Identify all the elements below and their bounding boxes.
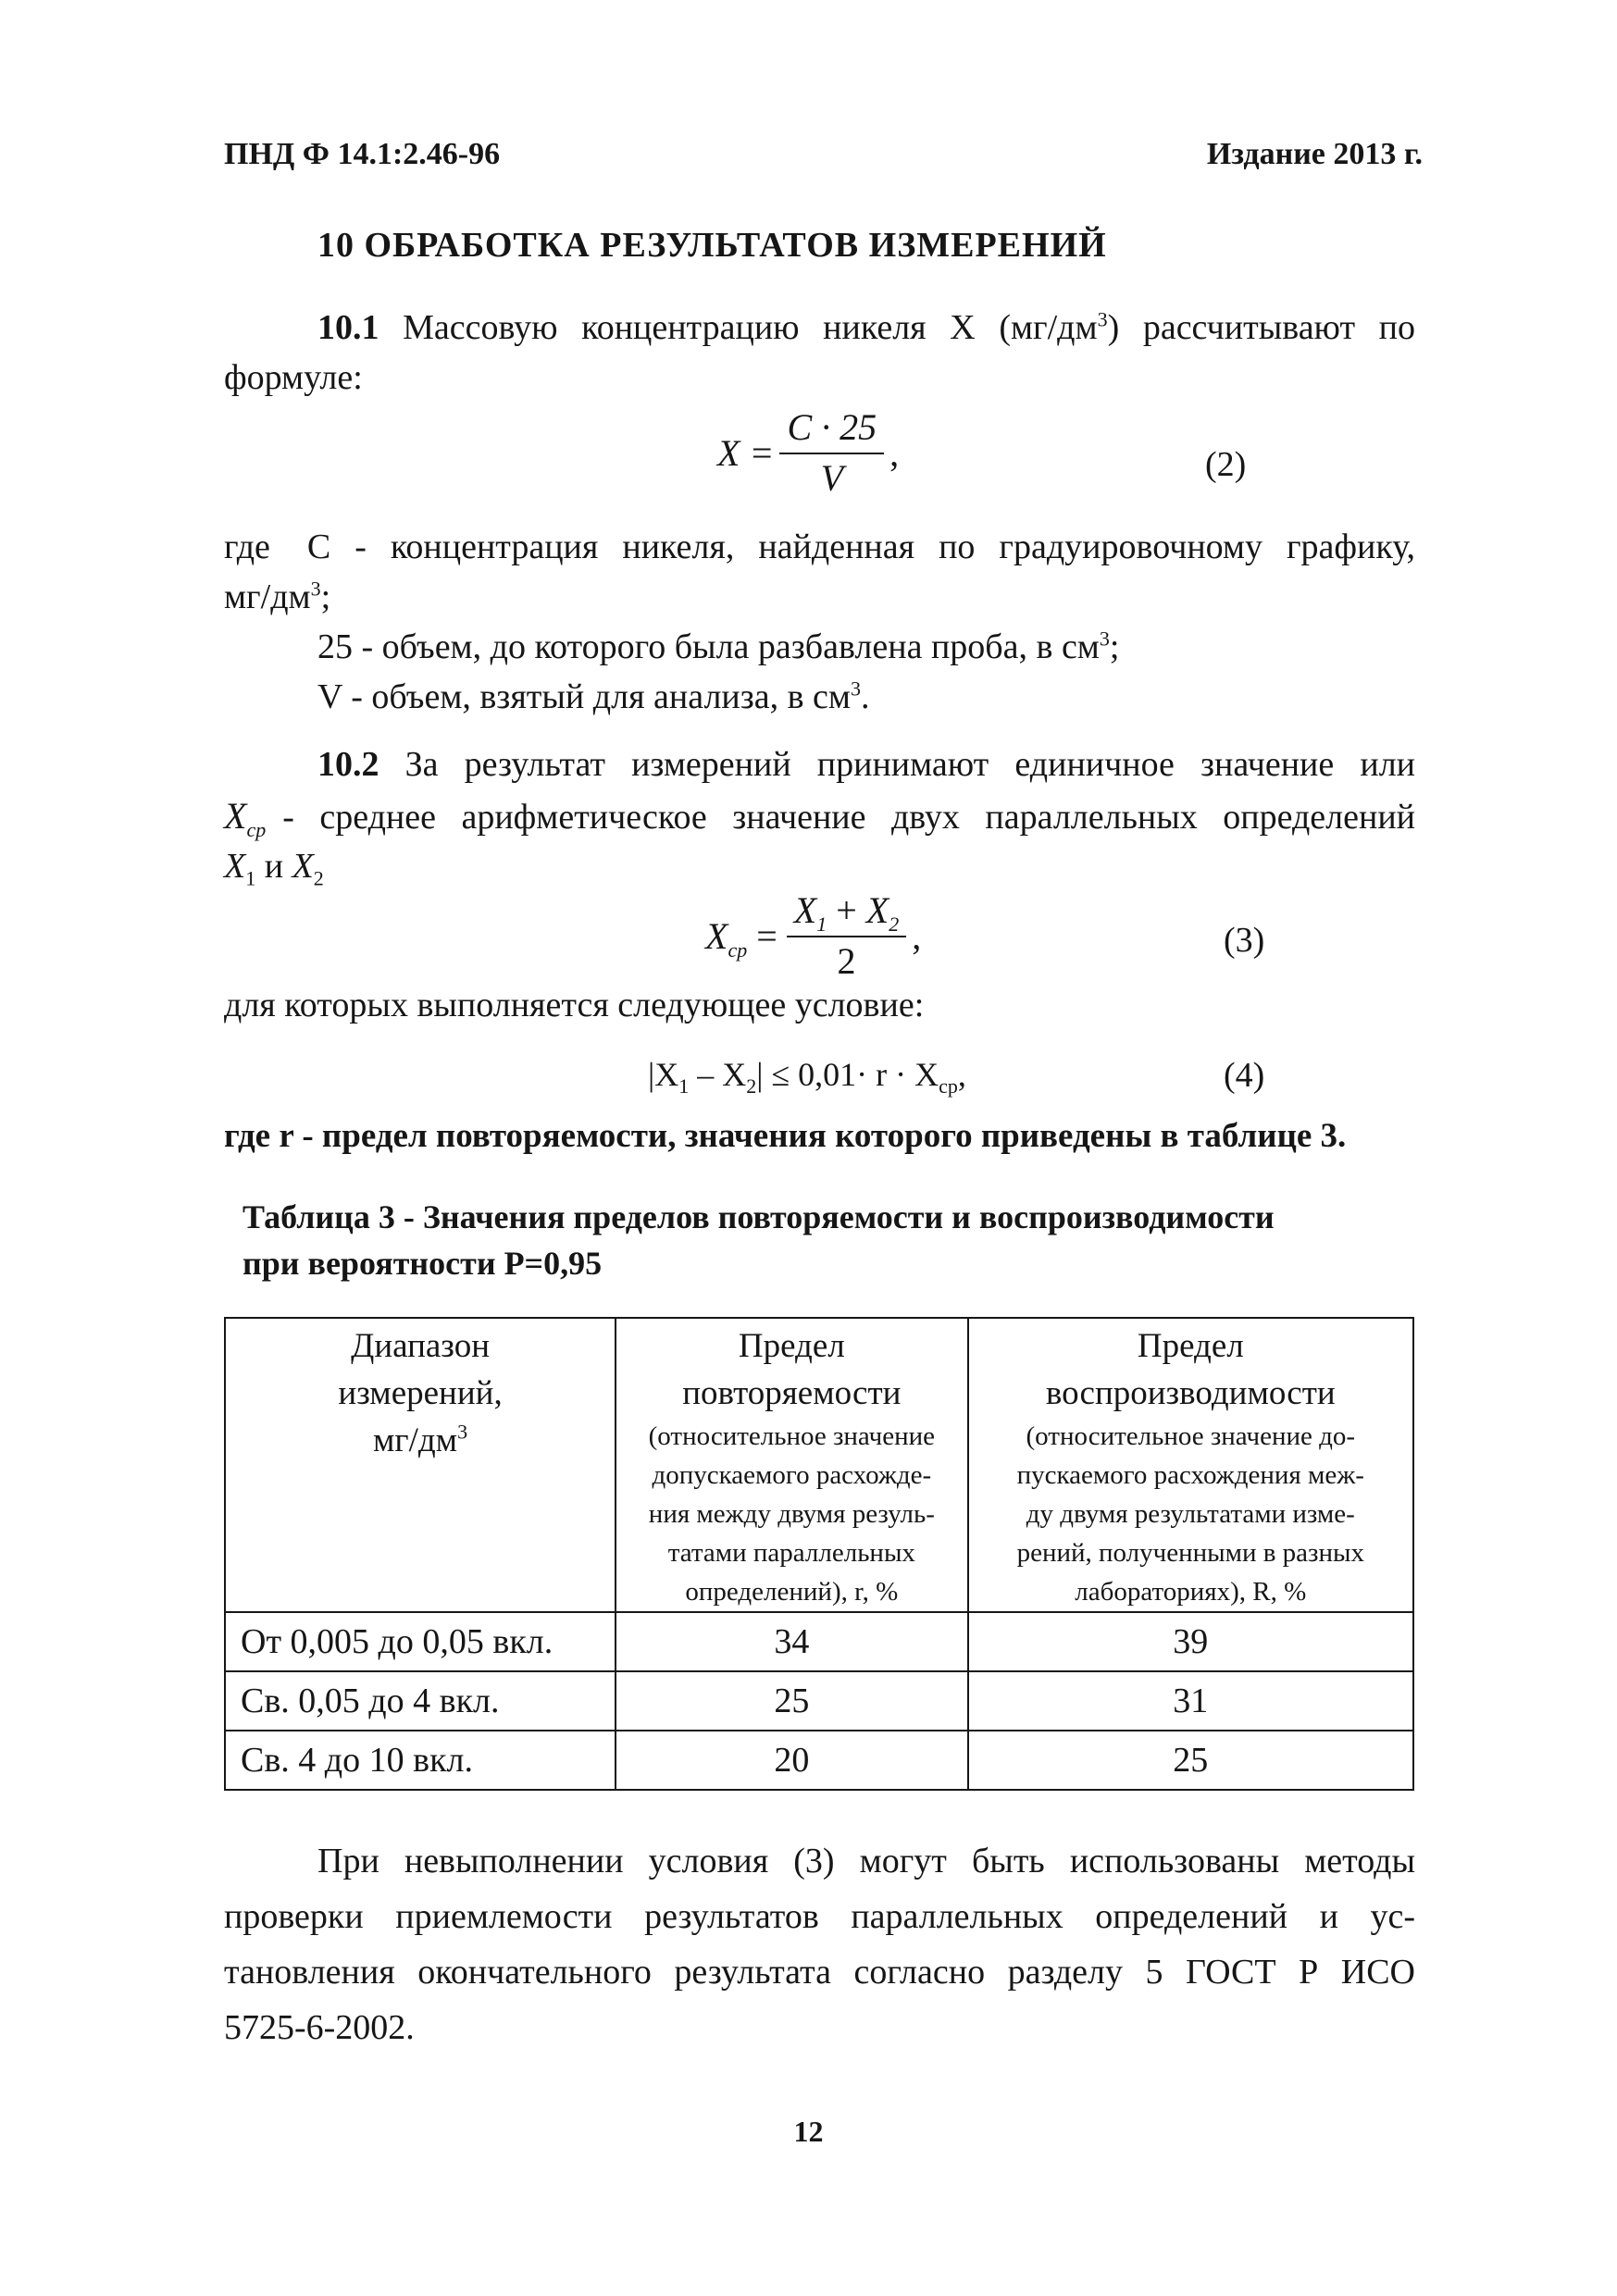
subscript: 1 <box>245 866 256 890</box>
fraction-denominator: 2 <box>837 940 856 982</box>
reproducibility-cell: 31 <box>968 1671 1413 1731</box>
para-10-1-line1 <box>317 304 1415 352</box>
caption-line: Таблица 3 - Значения пределов повторяемости и воспроизводимости <box>243 1198 1275 1235</box>
para-10-2-line3 <box>224 842 324 890</box>
fraction-denominator: V <box>820 457 843 499</box>
where-text: C - концентрация никеля, найденная по градуировочному графику, <box>306 527 1415 566</box>
x2-symbol: X <box>292 847 314 886</box>
formula-fraction <box>787 888 906 983</box>
header-reproducibility: Предел воспроизводимости (относительное значение до- пускаемого расхождения меж- ду двумя результатами изме- рений, полученными в разных лабораториях), R, % <box>968 1318 1413 1612</box>
clause-number: 10.1 <box>317 308 379 347</box>
caption-line: при вероятности P=0,95 <box>243 1245 603 1282</box>
para-10-1-line2: формуле: <box>224 358 363 397</box>
table-caption <box>243 1194 1275 1286</box>
formula-lhs: $X_{ср}$ <box>705 914 748 962</box>
reproducibility-cell: 25 <box>968 1731 1413 1790</box>
superscript: 3 <box>1099 627 1110 651</box>
repeatability-cell: 20 <box>616 1731 967 1790</box>
formula-fraction <box>779 405 884 500</box>
subscript: 2 <box>313 866 324 890</box>
para-text: Массовую концентрацию никеля X (мг/дм <box>403 308 1098 347</box>
section-title: 10 ОБРАБОТКА РЕЗУЛЬТАТОВ ИЗМЕРЕНИЙ <box>317 226 1107 265</box>
superscript: 3 <box>310 577 321 601</box>
final-para-line4: 5725-6-2002. <box>224 2008 415 2047</box>
page-number: 12 <box>793 2115 824 2148</box>
where-c-unit <box>224 573 330 621</box>
x1-symbol: X <box>224 847 246 886</box>
table-row <box>225 1612 1413 1671</box>
superscript: 3 <box>850 676 861 701</box>
where-text: 25 - объем, до которого была разбавлена проба, в см <box>317 627 1100 666</box>
formula-lhs: X = <box>717 431 775 474</box>
superscript: 3 <box>1097 307 1108 331</box>
equation-number-2: (2) <box>1205 445 1247 484</box>
repeatability-cell: 34 <box>616 1612 967 1671</box>
where-r-line: где r - предел повторяемости, значения которого приведены в таблице 3. <box>224 1117 1347 1155</box>
where-25-line <box>317 623 1119 671</box>
formula-2 <box>717 405 899 500</box>
clause-number: 10.2 <box>317 745 379 784</box>
equation-number-3: (3) <box>1224 921 1265 960</box>
table-row <box>225 1731 1413 1790</box>
table-header-row <box>225 1318 1413 1612</box>
document-code: ПНД Ф 14.1:2.46-96 <box>224 137 501 171</box>
final-para-line1: При невыполнении условия (3) могут быть использованы методы <box>317 1842 1415 1880</box>
where-text: ; <box>1109 627 1120 666</box>
repeatability-cell: 25 <box>616 1671 967 1731</box>
limits-table <box>224 1317 1414 1791</box>
para-text: и <box>264 847 284 886</box>
edition-label: Издание 2013 г. <box>1206 137 1423 171</box>
header-repeatability: Предел повторяемости (относительное значение допускаемого расхожде- ния между двумя резуль- татами параллельных определений), r, % <box>616 1318 967 1612</box>
formula-comma: , <box>889 431 900 474</box>
range-cell: Св. 0,05 до 4 вкл. <box>225 1671 616 1731</box>
table-row <box>225 1671 1413 1731</box>
formula-3 <box>705 888 921 983</box>
where-word: где <box>224 527 270 566</box>
where-text: . <box>860 677 870 716</box>
para-text: За результат измерений принимают единичное значение или <box>404 745 1415 784</box>
where-text: ; <box>320 577 331 616</box>
para-10-2-line2 <box>224 792 1415 841</box>
where-text: V - объем, взятый для анализа, в см <box>317 677 851 716</box>
para-text: ) рассчитывают по <box>1107 308 1416 347</box>
formula-4: $|X_1 - X_2| \le 0,01\cdot r \cdot X_{ср}$, <box>648 1056 966 1098</box>
xcp-symbol: $X_{ср}$ <box>224 795 267 841</box>
final-para-line3: тановления окончательного результата согласно разделу 5 ГОСТ Р ИСО <box>224 1953 1415 1992</box>
header-range: Диапазон измерений, $мг/дм^3$ <box>225 1318 616 1612</box>
where-v-line <box>317 673 869 721</box>
final-para-line2: проверки приемлемости результатов параллельных определений и ус- <box>224 1897 1415 1936</box>
condition-text: для которых выполняется следующее условие: <box>224 986 925 1024</box>
range-cell: От 0,005 до 0,05 вкл. <box>225 1612 616 1671</box>
formula-comma: , <box>912 914 922 957</box>
range-cell: Св. 4 до 10 вкл. <box>225 1731 616 1790</box>
fraction-numerator: C · 25 <box>779 405 884 454</box>
where-c-line <box>224 523 1415 571</box>
para-text: - среднее арифметическое значение двух параллельных определений <box>282 798 1415 837</box>
equals-sign: = <box>756 914 777 957</box>
fraction-numerator: $X_1 + X_2$ <box>787 888 906 937</box>
reproducibility-cell: 39 <box>968 1612 1413 1671</box>
where-text: мг/дм <box>224 577 311 616</box>
equation-number-4: (4) <box>1224 1056 1265 1095</box>
para-10-2-line1 <box>317 740 1415 788</box>
